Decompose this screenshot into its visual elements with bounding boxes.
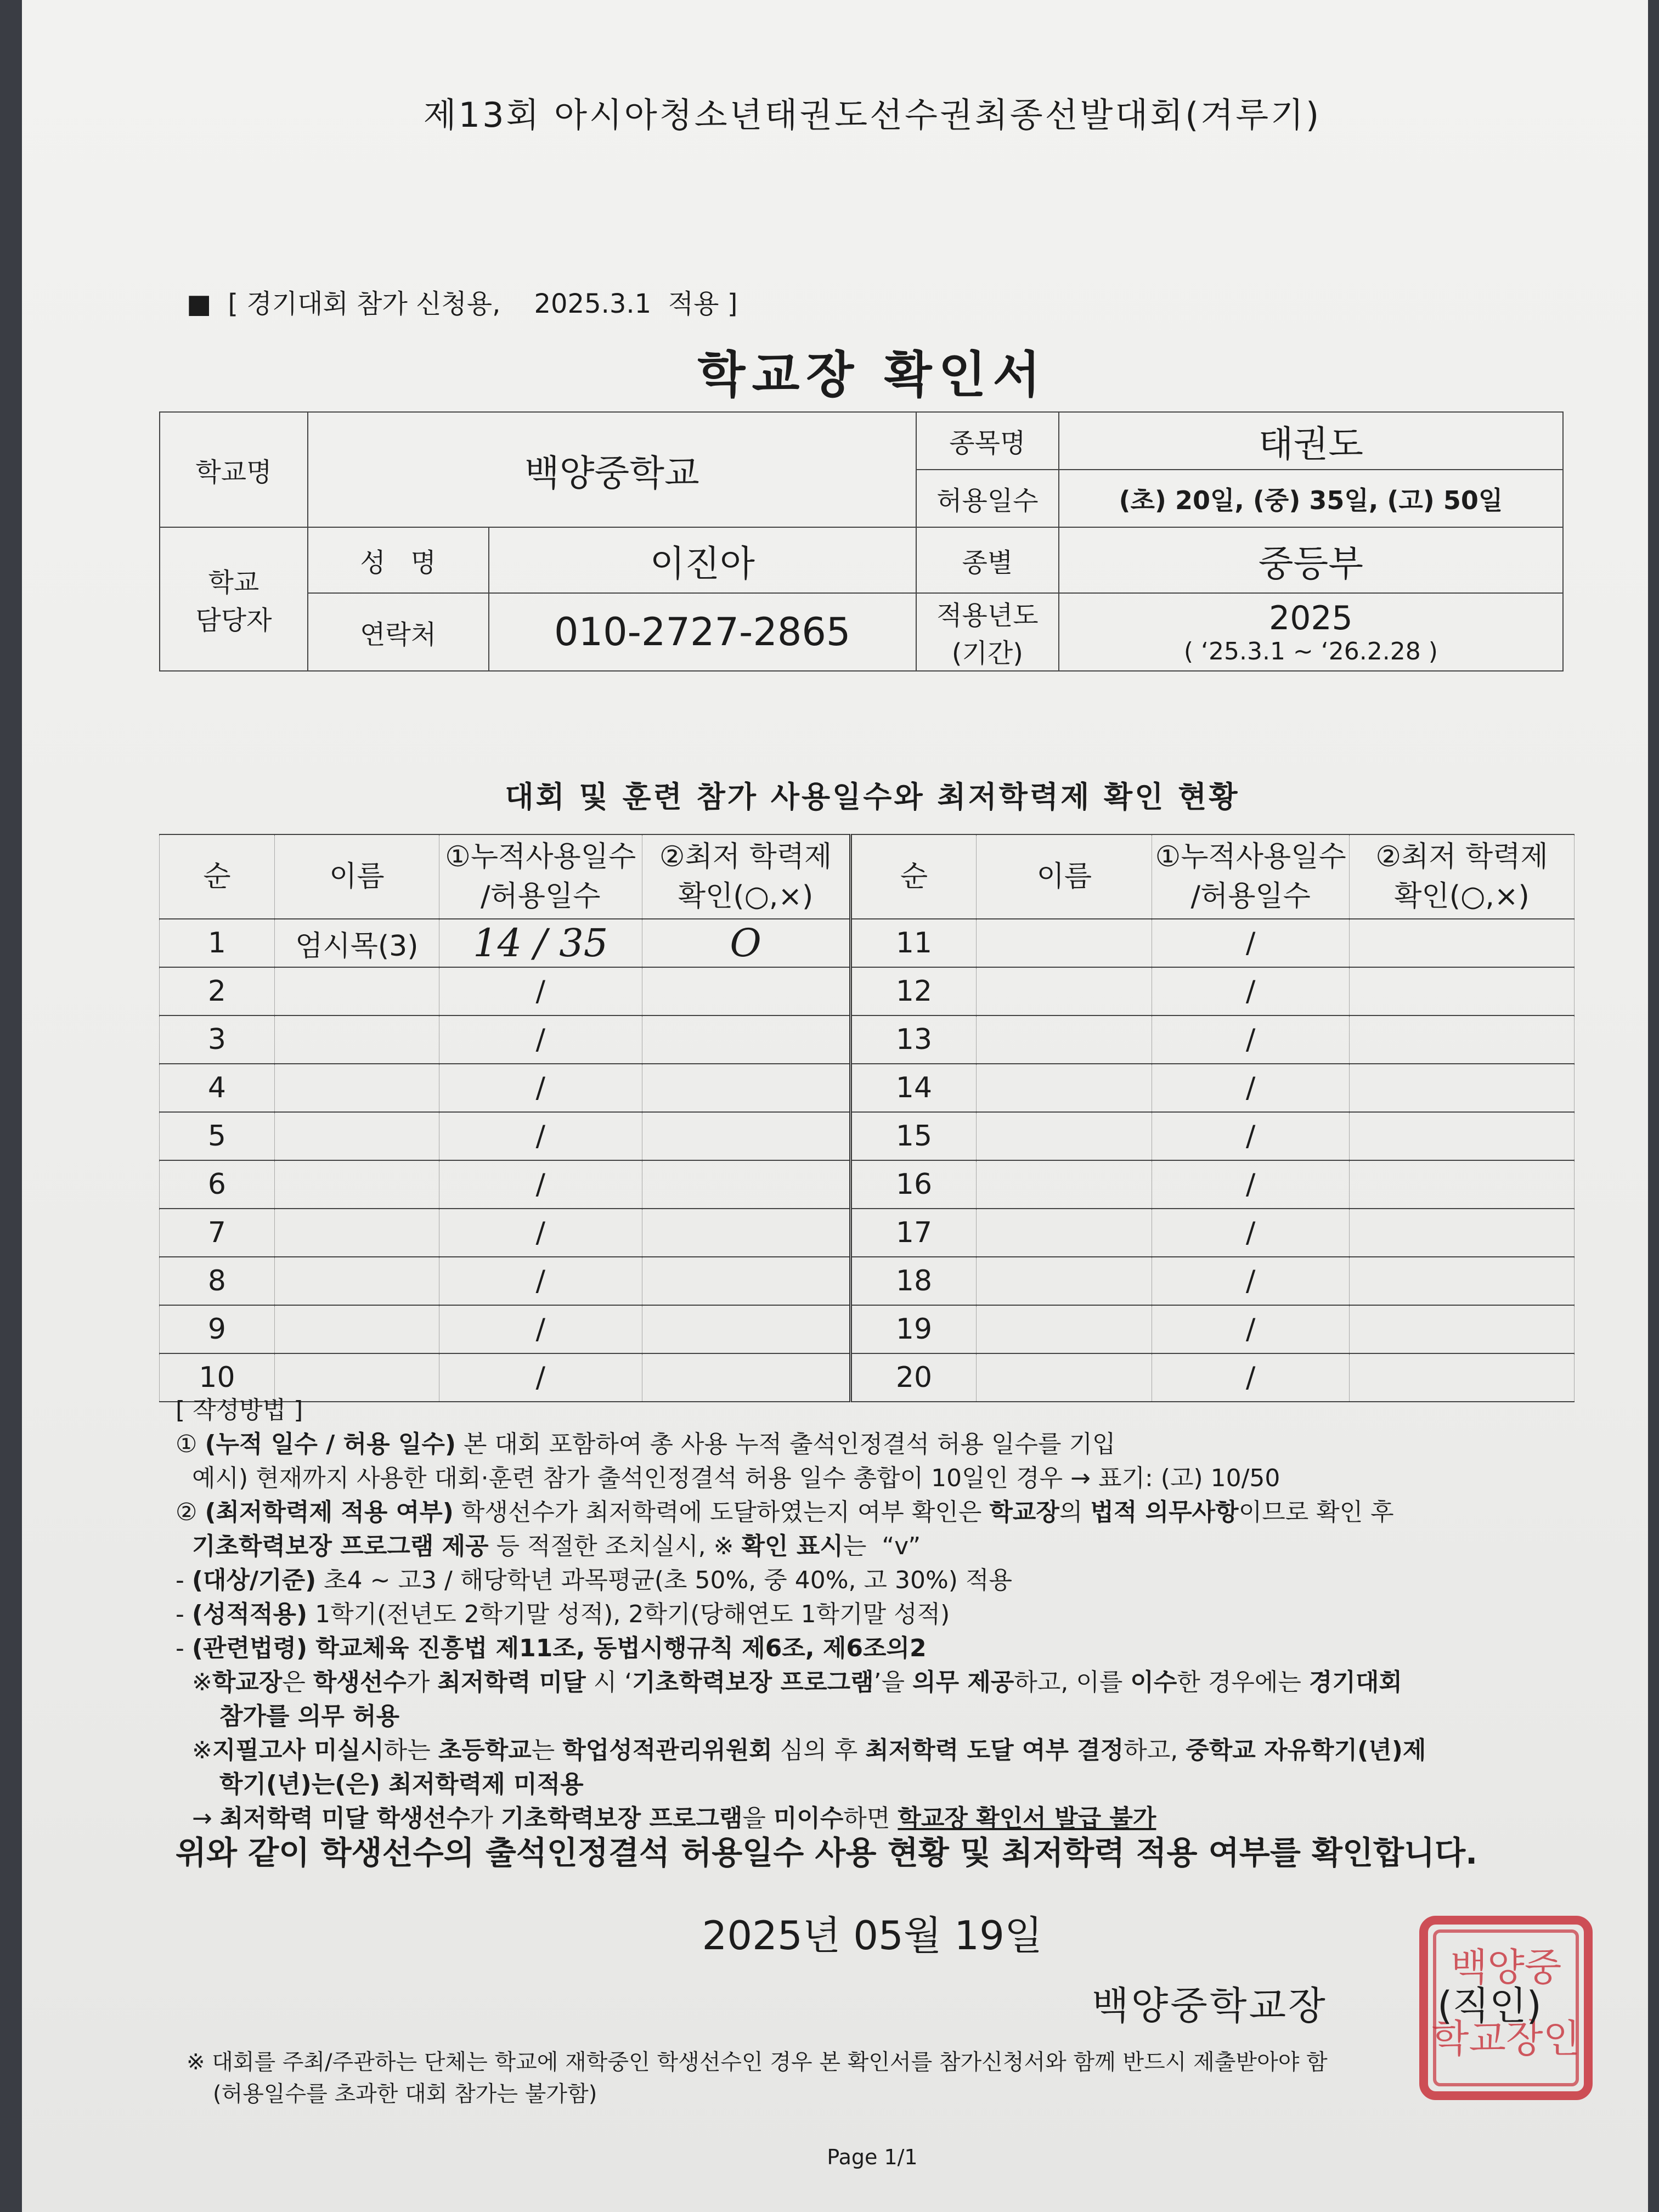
header-check-left: ②최저 학력제 확인(○,×) [642, 834, 850, 919]
note-6-cont [176, 1700, 1580, 1734]
school-value: 백양중학교 [308, 412, 916, 527]
row-check-left [642, 1015, 850, 1064]
year-value: 2025 [1269, 599, 1353, 637]
note-7-t3: 심의 후 [772, 1736, 866, 1764]
note-7-t1: 하는 [383, 1736, 438, 1764]
name-value: 이진아 [489, 527, 916, 593]
note-4-dash: - [176, 1600, 192, 1628]
note-2-principal: 학교장 [989, 1498, 1059, 1526]
row-days-left: / [439, 1305, 642, 1353]
note-7-elementary: 초등학교 [438, 1736, 532, 1764]
table-row [160, 1305, 1575, 1353]
row-check-right [1350, 1112, 1575, 1160]
paper-sheet [22, 0, 1648, 2212]
section-title: 대회 및 훈련 참가 사용일수와 최저학력제 확인 현황 [505, 780, 1240, 814]
note-7-committee: 학업성적관리위원회 [562, 1736, 772, 1764]
row-check-left [642, 1112, 850, 1160]
seal-label: (직인) [1437, 1983, 1542, 2028]
row-name-left [274, 1064, 439, 1112]
sport-label: 종목명 [916, 412, 1059, 470]
note-2-marker: ② [176, 1498, 205, 1526]
note-4 [176, 1598, 1580, 1632]
row-no-left: 6 [160, 1160, 275, 1209]
row-days-right: / [1152, 1160, 1350, 1209]
table-row [160, 1015, 1575, 1064]
note-1 [176, 1427, 1580, 1462]
row-no-right: 20 [850, 1353, 977, 1402]
row-no-right: 12 [850, 967, 977, 1015]
note-6-complete: 이수 [1130, 1668, 1177, 1696]
note-6-allow: 참가를 의무 허용 [219, 1702, 400, 1730]
header-no-right: 순 [850, 834, 977, 919]
document-title: 학교장 확인서 [697, 346, 1047, 404]
row-name-right [977, 1305, 1152, 1353]
note-5-dash: - [176, 1634, 192, 1662]
apply-line [187, 283, 737, 320]
allowed-days-label: 허용일수 [916, 470, 1059, 527]
signer-name: 백양중학교장 [1092, 1983, 1328, 2028]
row-no-right: 17 [850, 1209, 977, 1257]
row-check-left: O [642, 919, 850, 967]
row-no-right: 19 [850, 1305, 977, 1353]
division-label: 종별 [916, 527, 1059, 593]
row-days-right: / [1152, 1209, 1350, 1257]
manager-label: 학교 담당자 [160, 527, 308, 671]
row-no-right: 13 [850, 1015, 977, 1064]
header-days-right: ①누적사용일수 /허용일수 [1152, 834, 1350, 919]
note-6-t4: ’을 [873, 1668, 913, 1696]
note-6-program: 기초학력보장 프로그램 [632, 1668, 874, 1696]
row-check-right [1350, 1257, 1575, 1305]
note-7-noexam: 지필고사 미실시 [212, 1736, 384, 1764]
svg-text:학교장인: 학교장인 [1431, 2016, 1581, 2061]
note-7-not-applied: 최저학력제 미적용 [388, 1770, 584, 1798]
row-no-left: 10 [160, 1353, 275, 1402]
row-check-right [1350, 1160, 1575, 1209]
note-6-t6: 한 경우에는 [1177, 1668, 1309, 1696]
note-7-t2: 는 [531, 1736, 563, 1764]
note-6-t5: 하고, 이를 [1014, 1668, 1131, 1696]
note-4-key: (성적적용) [191, 1600, 308, 1628]
header-name-right: 이름 [977, 834, 1152, 919]
note-2-tail: 이므로 확인 후 [1238, 1498, 1394, 1526]
row-name-right [977, 1257, 1152, 1305]
row-days-left: / [439, 1112, 642, 1160]
table-row [160, 1209, 1575, 1257]
note-2-text: 학생선수가 최저학력에 도달하였는지 여부 확인은 [453, 1498, 990, 1526]
note-7-free-semester: 중학교 자유학기(년)제 [1186, 1736, 1426, 1764]
row-check-left [642, 1064, 850, 1112]
note-1-text: 본 대회 포함하여 총 사용 누적 출석인정결석 허용 일수를 기입 [456, 1430, 1116, 1458]
bullet-square: ■ [187, 289, 212, 319]
note-1-example: 예시) 현재까지 사용한 대회·훈련 참가 출석인정결석 허용 일수 총합이 10일인 경우 → 표기: (고) 10/50 [192, 1464, 1280, 1492]
row-no-left: 9 [160, 1305, 275, 1353]
note-3 [176, 1564, 1580, 1598]
row-no-right: 14 [850, 1064, 977, 1112]
table-body [160, 919, 1575, 1402]
note-6-t1: 은 [282, 1668, 313, 1696]
row-name-left [274, 1257, 439, 1305]
note-2-action: 등 적절한 조치실시, ※ [488, 1532, 742, 1560]
row-no-left: 3 [160, 1015, 275, 1064]
note-6-t3: 시 ‘ [585, 1668, 633, 1696]
footnote-line-1: ※ 대회를 주최/주관하는 단체는 학교에 재학중인 학생선수인 경우 본 확인서를 참가신청서와 함께 반드시 제출받아야 함 [187, 2050, 1328, 2075]
note-5-law: (관련법령) 학교체육 진흥법 제11조, 동법시행규칙 제6조, 제6조의2 [191, 1634, 927, 1662]
row-days-right: / [1152, 1064, 1350, 1112]
svg-text:백양중: 백양중 [1450, 1945, 1562, 1990]
row-no-right: 16 [850, 1160, 977, 1209]
table-row [160, 919, 1575, 967]
apply-line-text: [ 경기대회 참가 신청용, 2025.3.1 적용 ] [228, 289, 738, 319]
row-check-left [642, 1160, 850, 1209]
note-5 [176, 1632, 1580, 1666]
header-days-left: ①누적사용일수 /허용일수 [439, 834, 642, 919]
table-row [160, 1064, 1575, 1112]
table-header-row [160, 834, 1575, 919]
note-7-mark: ※ [192, 1736, 212, 1764]
note-3-text: 초4 ~ 고3 / 해당학년 과목평균(초 50%, 중 40%, 고 30%) 적용 [316, 1566, 1012, 1594]
row-check-left [642, 1209, 850, 1257]
school-label: 학교명 [160, 412, 308, 527]
note-8-t1: 가 [470, 1804, 501, 1832]
row-name-left [274, 967, 439, 1015]
note-6-t2: 가 [406, 1668, 438, 1696]
row-check-right [1350, 919, 1575, 967]
note-2-particle: 의 [1059, 1498, 1091, 1526]
note-2-program: 기초학력보장 프로그램 제공 [192, 1532, 489, 1560]
row-check-left [642, 1305, 850, 1353]
sport-value: 태권도 [1059, 412, 1563, 470]
row-no-left: 2 [160, 967, 275, 1015]
note-2-mark: 확인 표시 [741, 1532, 843, 1560]
row-name-left [274, 1112, 439, 1160]
row-name-left [274, 1305, 439, 1353]
contact-value: 010-2727-2865 [489, 593, 916, 671]
year-label: 적용년도 (기간) [916, 593, 1059, 671]
row-days-right: / [1152, 967, 1350, 1015]
row-days-right: / [1152, 1257, 1350, 1305]
note-2-key: (최저학력제 적용 여부) [205, 1498, 454, 1526]
row-check-right [1350, 967, 1575, 1015]
note-7-decision: 최저학력 도달 여부 결정 [865, 1736, 1124, 1764]
row-no-left: 4 [160, 1064, 275, 1112]
note-8-t2: 을 [742, 1804, 774, 1832]
row-days-right: / [1152, 1112, 1350, 1160]
note-6-athlete: 학생선수 [313, 1668, 407, 1696]
row-name-right [977, 1160, 1152, 1209]
footnote [187, 2046, 1591, 2110]
row-no-left: 8 [160, 1257, 275, 1305]
note-2 [176, 1496, 1580, 1530]
note-3-dash: - [176, 1566, 192, 1594]
note-4-text: 1학기(전년도 2학기말 성적), 2학기(당해연도 1학기말 성적) [307, 1600, 950, 1628]
header-no-left: 순 [160, 834, 275, 919]
row-name-right [977, 967, 1152, 1015]
row-days-left: / [439, 1353, 642, 1402]
row-name-right [977, 1112, 1152, 1160]
confirmation-statement: 위와 같이 학생선수의 출석인정결석 허용일수 사용 현황 및 최저학력 적용 여부를 확인합니다. [176, 1834, 1478, 1871]
contact-label: 연락처 [308, 593, 489, 671]
row-name-right [977, 919, 1152, 967]
row-days-left: / [439, 1064, 642, 1112]
note-8-incomplete: 미이수 [773, 1804, 844, 1832]
table-row [160, 967, 1575, 1015]
note-1-marker: ① [176, 1430, 205, 1458]
note-2-cont [176, 1530, 1580, 1564]
row-name-right [977, 1064, 1152, 1112]
row-name-left: 엄시목(3) [274, 919, 439, 967]
note-8-program: 기초학력보장 프로그램 [501, 1804, 743, 1832]
row-check-right [1350, 1305, 1575, 1353]
row-check-left [642, 1257, 850, 1305]
note-6-duty: 의무 제공 [912, 1668, 1014, 1696]
row-days-right: / [1152, 1015, 1350, 1064]
row-check-left [642, 967, 850, 1015]
note-8-athlete: 최저학력 미달 학생선수 [219, 1804, 470, 1832]
row-name-left [274, 1209, 439, 1257]
row-days-left: 14 / 35 [439, 919, 642, 967]
name-label: 성 명 [308, 527, 489, 593]
note-6-contest: 경기대회 [1308, 1668, 1402, 1696]
note-2-mark-value: 는 “v” [843, 1532, 921, 1560]
table-row [160, 1257, 1575, 1305]
header-check-right: ②최저 학력제 확인(○,×) [1350, 834, 1575, 919]
note-8-t3: 하면 [843, 1804, 898, 1832]
row-no-left: 7 [160, 1209, 275, 1257]
row-days-left: / [439, 1209, 642, 1257]
table-row [160, 1112, 1575, 1160]
header-name-left: 이름 [274, 834, 439, 919]
page-number: Page 1/1 [827, 2145, 918, 2169]
issue-date: 2025년 05월 19일 [702, 1912, 1043, 1959]
note-7-t4: 하고, [1124, 1736, 1186, 1764]
contest-title: 제13회 아시아청소년태권도선수권최종선발대회(겨루기) [423, 95, 1322, 135]
info-table [159, 411, 1564, 672]
note-6 [176, 1666, 1580, 1700]
row-no-right: 18 [850, 1257, 977, 1305]
note-8-no-issue: 학교장 확인서 발급 불가 [898, 1804, 1156, 1832]
note-7-semester: 학기(년)는(은) [219, 1770, 389, 1798]
year-cell [1059, 593, 1563, 671]
division-value: 중등부 [1059, 527, 1563, 593]
row-check-right [1350, 1064, 1575, 1112]
year-period: ( ‘25.3.1 ~ ‘26.2.28 ) [1183, 637, 1438, 665]
footnote-line-2: (허용일수를 초과한 대회 참가는 불가함) [213, 2081, 597, 2107]
row-days-left: / [439, 967, 642, 1015]
row-check-right [1350, 1015, 1575, 1064]
row-days-right: / [1152, 919, 1350, 967]
writing-instructions [176, 1393, 1580, 1836]
document-page [159, 77, 1585, 2169]
table-row [160, 1160, 1575, 1209]
note-7-cont [176, 1768, 1580, 1802]
note-7 [176, 1734, 1580, 1768]
note-1-key: (누적 일수 / 허용 일수) [205, 1430, 456, 1458]
note-6-mark: ※ [192, 1668, 212, 1696]
allowed-days-value: (초) 20일, (중) 35일, (고) 50일 [1059, 470, 1563, 527]
row-days-right: / [1152, 1305, 1350, 1353]
row-no-right: 15 [850, 1112, 977, 1160]
row-name-right [977, 1209, 1152, 1257]
row-days-right: / [1152, 1353, 1350, 1402]
row-no-right: 11 [850, 919, 977, 967]
notes-heading: [ 작성방법 ] [176, 1396, 303, 1424]
row-name-left [274, 1160, 439, 1209]
row-days-left: / [439, 1257, 642, 1305]
row-name-left [274, 1015, 439, 1064]
note-6-principal: 학교장 [212, 1668, 283, 1696]
note-3-key: (대상/기준) [191, 1566, 317, 1594]
row-name-right [977, 1015, 1152, 1064]
note-6-below: 최저학력 미달 [437, 1668, 586, 1696]
note-8-arrow: → [192, 1804, 220, 1832]
row-no-left: 1 [160, 919, 275, 967]
row-days-left: / [439, 1015, 642, 1064]
note-2-legal-duty: 법적 의무사항 [1090, 1498, 1239, 1526]
row-days-left: / [439, 1160, 642, 1209]
participation-table [159, 834, 1575, 1402]
row-check-right [1350, 1209, 1575, 1257]
row-no-left: 5 [160, 1112, 275, 1160]
